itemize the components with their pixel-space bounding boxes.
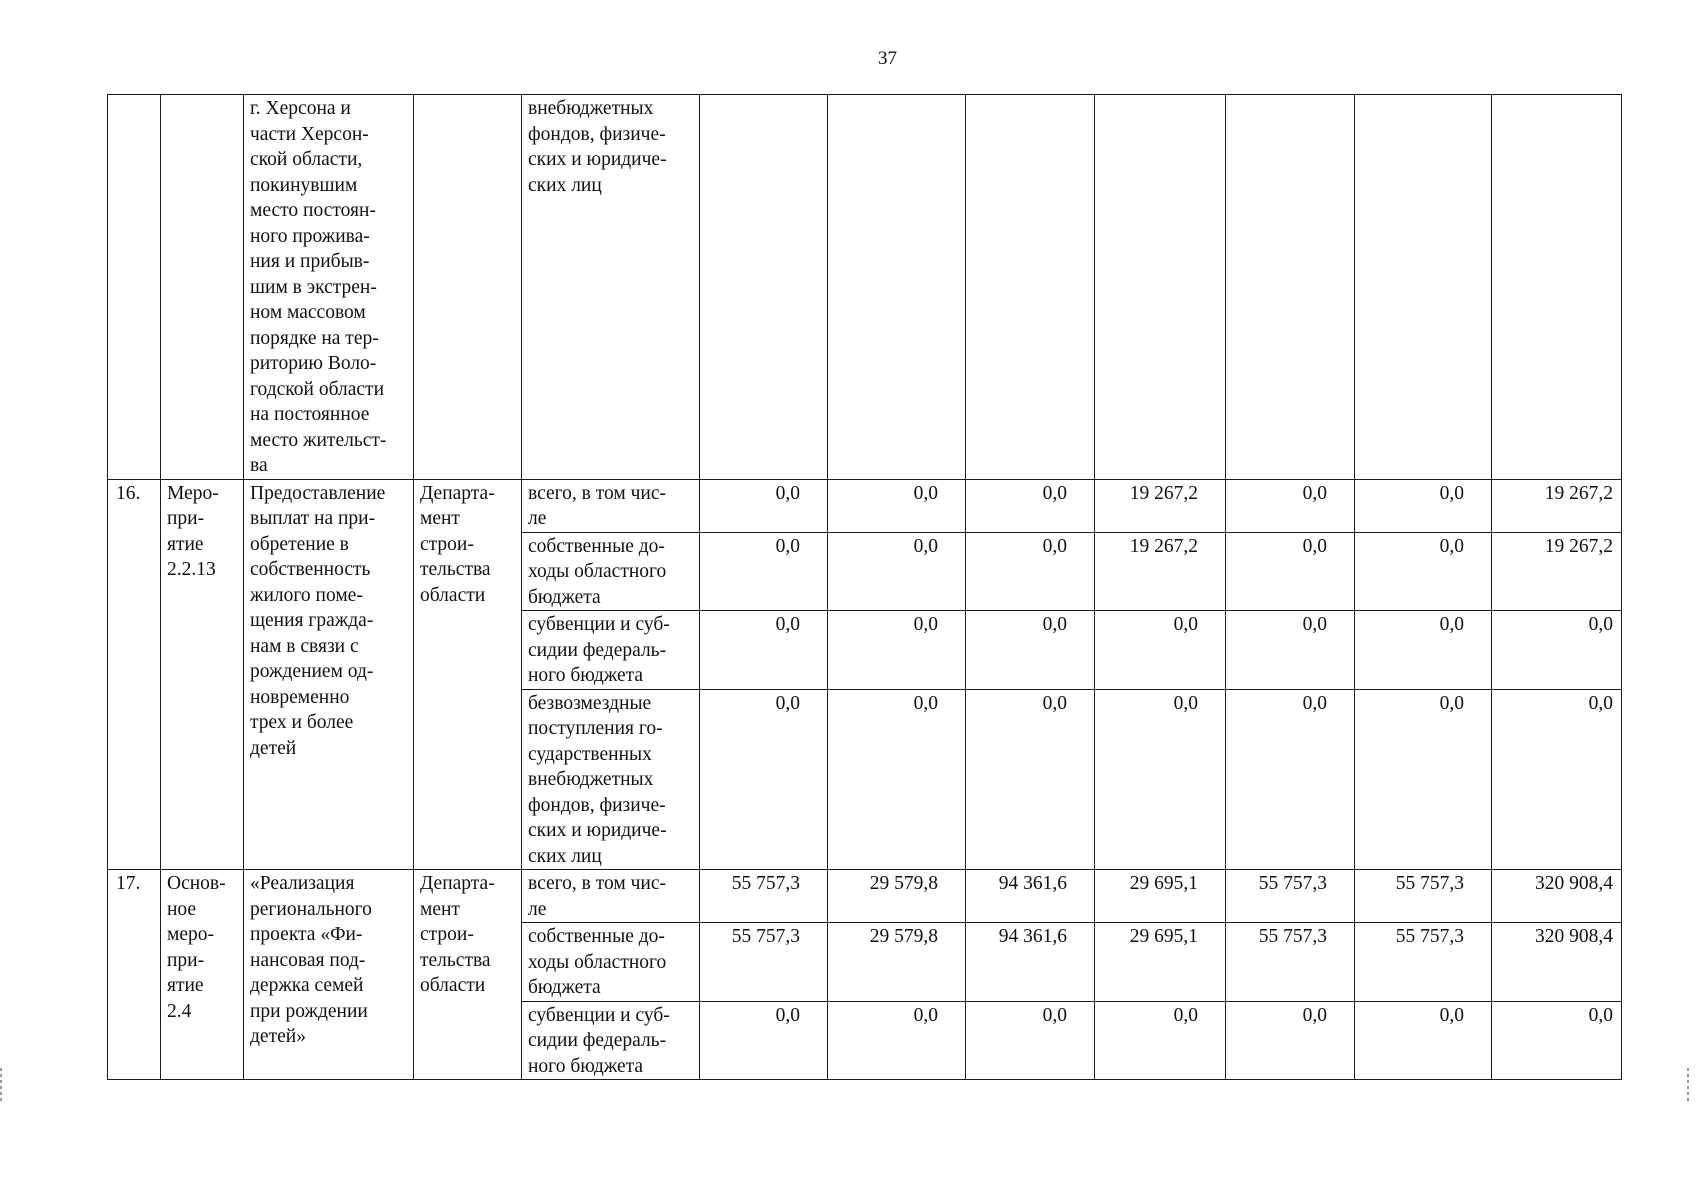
amount-value-cell: 0,0 [1095,1001,1226,1080]
continuation-value-cell [700,95,828,480]
amount-value-cell: 29 579,8 [828,923,966,1002]
measure-title-line: держка семей [250,975,364,996]
measure-executor-line: мент [420,898,460,920]
funding-source-line: сидии федераль- [528,639,667,661]
funding-source-line: бюджета [528,977,601,998]
measure-title-line: ном массовом [250,302,366,323]
amount-value-cell: 29 695,1 [1095,923,1226,1002]
measure-title-line: нам в связи с [250,635,359,657]
amount-value-cell: 0,0 [828,611,966,690]
measure-type-line: Меро- [167,482,219,504]
measure-title-line: собственность [250,559,371,580]
funding-source-cell [522,689,700,870]
funding-source-line: ле [528,508,547,529]
amount-value-cell: 0,0 [1226,689,1355,870]
measure-title-line: новременно [250,686,350,708]
funding-source-line: ских лиц [528,845,602,867]
continuation-type-cell [161,95,244,480]
continuation-value-cell [966,95,1095,480]
measure-executor-line: Департа- [420,873,495,894]
amount-value-cell: 0,0 [700,532,828,611]
amount-value-cell: 29 579,8 [828,870,966,923]
amount-value-cell: 0,0 [1355,611,1492,690]
funding-source-line: внебюджетных [528,98,654,119]
amount-value-cell: 94 361,6 [966,923,1095,1002]
measure-title-line: годской области [250,378,385,400]
funding-source-line: субвенции и суб- [528,614,670,635]
measure-title-line: ской области, [250,149,363,170]
funding-source-line: ного бюджета [528,1055,644,1077]
funding-source-line: ских лиц [528,174,602,196]
continuation-value-cell [828,95,966,480]
amount-value-cell: 55 757,3 [1226,870,1355,923]
amount-value-cell: 29 695,1 [1095,870,1226,923]
measure-type-line: при- [167,508,205,529]
continuation-executor-cell [414,95,522,480]
measure-title-line: жилого поме- [250,584,363,606]
amount-value-cell: 0,0 [1226,1001,1355,1080]
table-row [108,479,1622,532]
measure-title-line: «Реализация [250,873,355,894]
amount-value-cell: 0,0 [1355,479,1492,532]
measure-type-line: Основ- [167,873,226,894]
measure-index-cell: 16. [108,479,161,870]
funding-source-cell [522,611,700,690]
measure-executor-cell [414,479,522,870]
measure-type-cell [161,870,244,1080]
financing-table [107,94,1622,1080]
total-value-cell: 19 267,2 [1492,479,1622,532]
funding-source-line: поступления го- [528,718,663,739]
measure-title-cell [244,479,414,870]
funding-source-line: ходы областного [528,951,667,973]
funding-source-line: ходы областного [528,561,667,582]
amount-value-cell: 0,0 [1226,611,1355,690]
measure-type-line: ятие [167,533,204,555]
measure-title-line: на постоянное [250,404,370,425]
measure-index-cell: 17. [108,870,161,1080]
amount-value-cell: 0,0 [828,532,966,611]
amount-value-cell: 0,0 [828,689,966,870]
amount-value-cell: 0,0 [700,611,828,690]
measure-type-line: ятие [167,975,204,996]
amount-value-cell: 0,0 [1226,479,1355,532]
amount-value-cell: 0,0 [1095,611,1226,690]
continuation-source-cell [522,95,700,480]
amount-value-cell: 55 757,3 [1226,923,1355,1002]
scan-edge-mark-left [0,1068,2,1102]
amount-value-cell: 0,0 [1095,689,1226,870]
funding-source-line: фондов, физиче- [528,123,666,145]
funding-source-cell [522,923,700,1002]
continuation-value-cell [1095,95,1226,480]
measure-title-line: шим в экстрен- [250,276,377,298]
funding-source-cell [522,870,700,923]
measure-title-line: части Херсон- [250,123,369,145]
amount-value-cell: 0,0 [966,611,1095,690]
measure-title-line: покинувшим [250,174,358,196]
amount-value-cell: 55 757,3 [1355,923,1492,1002]
measure-title-line: регионального [250,898,372,920]
measure-title-line: детей [250,737,297,759]
measure-title-line: рождением од- [250,661,374,682]
measure-title-line: при рождении [250,1000,368,1022]
measure-title-line: ния и прибыв- [250,251,370,272]
measure-type-line: меро- [167,924,214,945]
measure-title-cell [244,870,414,1080]
scan-edge-mark-right [1687,1068,1689,1102]
measure-executor-line: тельства [420,559,491,580]
funding-source-line: ских и юридиче- [528,820,667,841]
measure-type-line: 2.2.13 [167,559,216,580]
funding-source-cell [522,532,700,611]
measure-title-line: место постоян- [250,200,376,221]
total-value-cell: 19 267,2 [1492,532,1622,611]
total-value-cell: 320 908,4 [1492,923,1622,1002]
amount-value-cell: 0,0 [828,1001,966,1080]
total-value-cell: 320 908,4 [1492,870,1622,923]
continuation-value-cell [1226,95,1355,480]
measure-title-line: место жительст- [250,429,387,451]
measure-title-line: проекта «Фи- [250,924,363,945]
measure-type-line: 2.4 [167,1000,192,1022]
measure-title-line: трех и более [250,712,354,733]
total-value-cell: 0,0 [1492,611,1622,690]
funding-source-cell [522,479,700,532]
total-value-cell: 0,0 [1492,689,1622,870]
amount-value-cell: 0,0 [966,532,1095,611]
measure-title-line: порядке на тер- [250,327,379,349]
funding-source-line: безвозмездные [528,692,652,714]
measure-executor-line: Департа- [420,482,495,504]
funding-source-line: ного бюджета [528,665,644,686]
continuation-row [108,95,1622,480]
continuation-value-cell [1355,95,1492,480]
measure-executor-cell [414,870,522,1080]
measure-executor-line: тельства [420,949,491,971]
continuation-index-cell [108,95,161,480]
measure-type-cell [161,479,244,870]
amount-value-cell: 55 757,3 [700,870,828,923]
amount-value-cell: 0,0 [1355,532,1492,611]
total-value-cell: 0,0 [1492,1001,1622,1080]
measure-title-line: Предоставление [250,482,386,504]
measure-executor-line: строи- [420,924,474,945]
measure-title-line: щения гражда- [250,610,374,631]
measure-executor-line: области [420,584,486,606]
amount-value-cell: 19 267,2 [1095,532,1226,611]
funding-source-line: субвенции и суб- [528,1004,670,1026]
amount-value-cell: 0,0 [700,689,828,870]
funding-source-line: собственные до- [528,926,665,947]
measure-title-line: ного прожива- [250,225,370,247]
amount-value-cell: 0,0 [1226,532,1355,611]
measure-type-line: при- [167,949,205,971]
measure-title-line: риторию Воло- [250,353,377,374]
continuation-title-cell [244,95,414,480]
measure-title-line: выплат на при- [250,508,376,529]
funding-source-line: собственные до- [528,535,665,557]
measure-title-line: нансовая под- [250,949,366,971]
funding-source-line: сидии федераль- [528,1030,667,1051]
measure-executor-line: мент [420,508,460,529]
funding-source-line: всего, в том чис- [528,482,666,504]
continuation-value-cell [1492,95,1622,480]
measure-executor-line: области [420,975,486,996]
amount-value-cell: 19 267,2 [1095,479,1226,532]
funding-source-cell [522,1001,700,1080]
measure-title-line: ва [250,455,268,476]
amount-value-cell: 0,0 [700,1001,828,1080]
funding-source-line: бюджета [528,586,601,608]
page-number: 37 [878,48,897,69]
amount-value-cell: 0,0 [700,479,828,532]
funding-source-line: фондов, физиче- [528,794,666,816]
measure-executor-line: строи- [420,533,474,555]
funding-source-line: всего, в том чис- [528,873,666,894]
table-body [108,95,1622,1080]
amount-value-cell: 55 757,3 [1355,870,1492,923]
funding-source-line: ских и юридиче- [528,149,667,170]
amount-value-cell: 0,0 [828,479,966,532]
table-row [108,870,1622,923]
measure-type-line: ное [167,898,197,920]
measure-title-line: г. Херсона и [250,98,351,119]
funding-source-line: ле [528,898,547,920]
amount-value-cell: 94 361,6 [966,870,1095,923]
funding-source-line: сударственных [528,743,652,765]
measure-title-line: детей» [250,1026,306,1047]
funding-source-line: внебюджетных [528,769,654,790]
amount-value-cell: 0,0 [966,689,1095,870]
amount-value-cell: 0,0 [1355,1001,1492,1080]
amount-value-cell: 0,0 [966,479,1095,532]
measure-title-line: обретение в [250,533,349,555]
amount-value-cell: 0,0 [966,1001,1095,1080]
amount-value-cell: 55 757,3 [700,923,828,1002]
amount-value-cell: 0,0 [1355,689,1492,870]
